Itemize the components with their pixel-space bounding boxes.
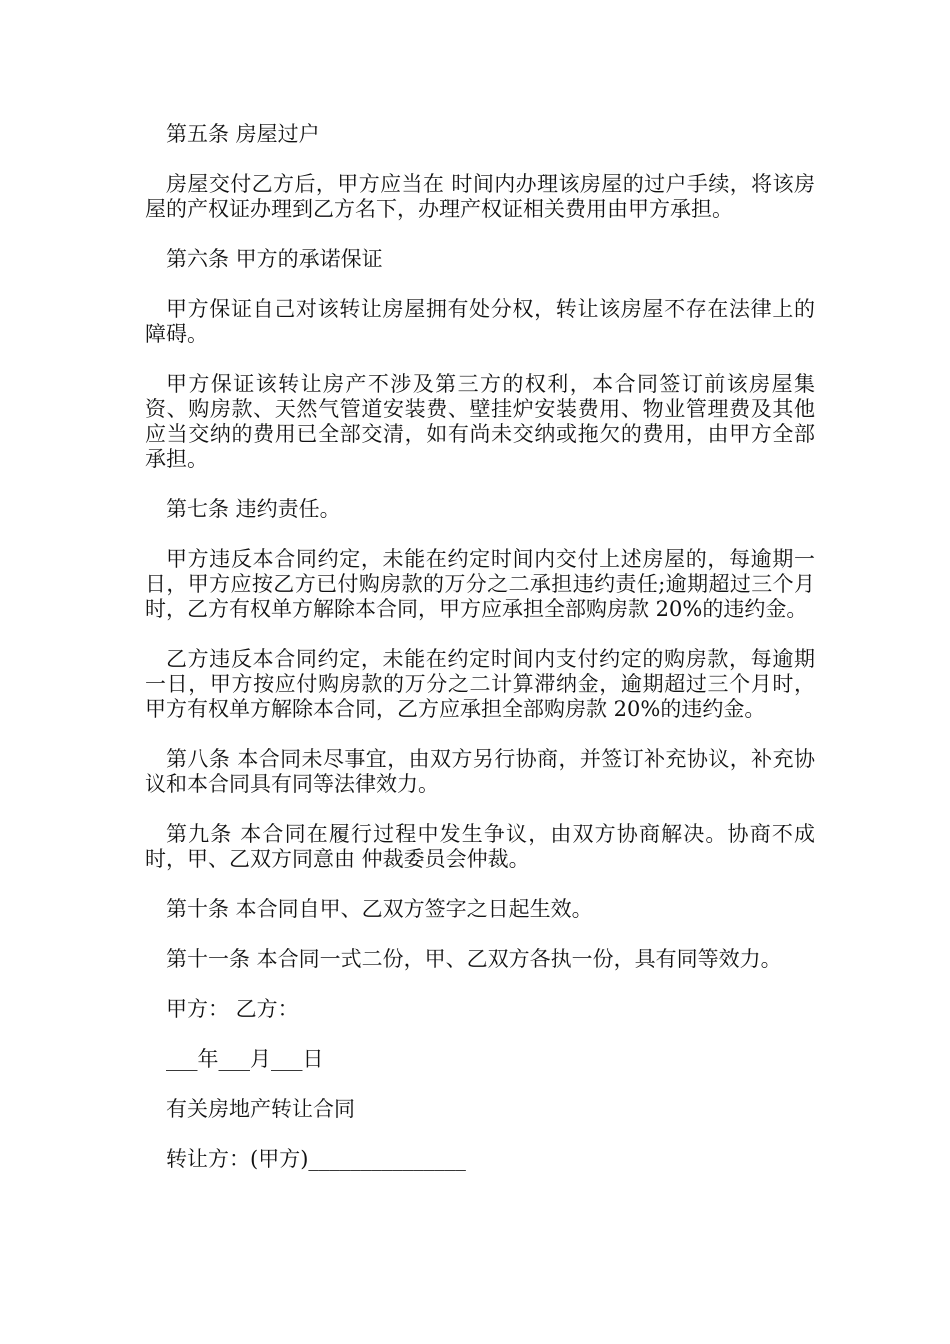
article-6-text-1: 甲方保证自己对该转让房屋拥有处分权，转让该房屋不存在法律上的障碍。: [145, 297, 815, 346]
article-6-text-2: 甲方保证该转让房产不涉及第三方的权利，本合同签订前该房屋集资、购房款、天然气管道安装费、壁挂炉安装费用、物业管理费及其他应当交纳的费用已全部交清，如有尚未交纳或拖欠的费用，由甲方全部承担。: [145, 372, 815, 471]
article-5-text: 房屋交付乙方后，甲方应当在 时间内办理该房屋的过户手续，将该房屋的产权证办理到乙方名下，办理产权证相关费用由甲方承担。: [145, 172, 815, 221]
article-7-heading: 第七条 违约责任。: [166, 497, 341, 521]
document-body: [145, 122, 815, 1197]
article-7-text-1: 甲方违反本合同约定，未能在约定时间内交付上述房屋的，每逾期一日，甲方应按乙方已付购房款的万分之二承担违约责任;逾期超过三个月时，乙方有权单方解除本合同，甲方应承担全部购房款 20%的违约金。: [145, 547, 815, 621]
article-8-text: 第八条 本合同未尽事宜，由双方另行协商，并签订补充协议，补充协议和本合同具有同等法律效力。: [145, 747, 815, 796]
next-contract-title: 有关房地产转让合同: [166, 1097, 355, 1121]
article-6-heading: 第六条 甲方的承诺保证: [166, 247, 383, 271]
article-9-text: 第九条 本合同在履行过程中发生争议，由双方协商解决。协商不成时，甲、乙双方同意由 仲裁委员会仲裁。: [145, 822, 815, 871]
signature-parties: 甲方： 乙方：: [166, 997, 299, 1021]
transferor-line: 转让方：(甲方)_______________: [166, 1147, 466, 1171]
article-7-text-2: 乙方违反本合同约定，未能在约定时间内支付约定的购房款，每逾期一日，甲方按应付购房款的万分之二计算滞纳金，逾期超过三个月时，甲方有权单方解除本合同，乙方应承担全部购房款 20%的违约金。: [145, 647, 815, 721]
signature-date: ___年___月___日: [166, 1047, 324, 1071]
article-11-text: 第十一条 本合同一式二份，甲、乙双方各执一份，具有同等效力。: [166, 947, 782, 971]
article-5-heading: 第五条 房屋过户: [166, 122, 320, 146]
article-10-text: 第十条 本合同自甲、乙双方签字之日起生效。: [166, 897, 593, 921]
